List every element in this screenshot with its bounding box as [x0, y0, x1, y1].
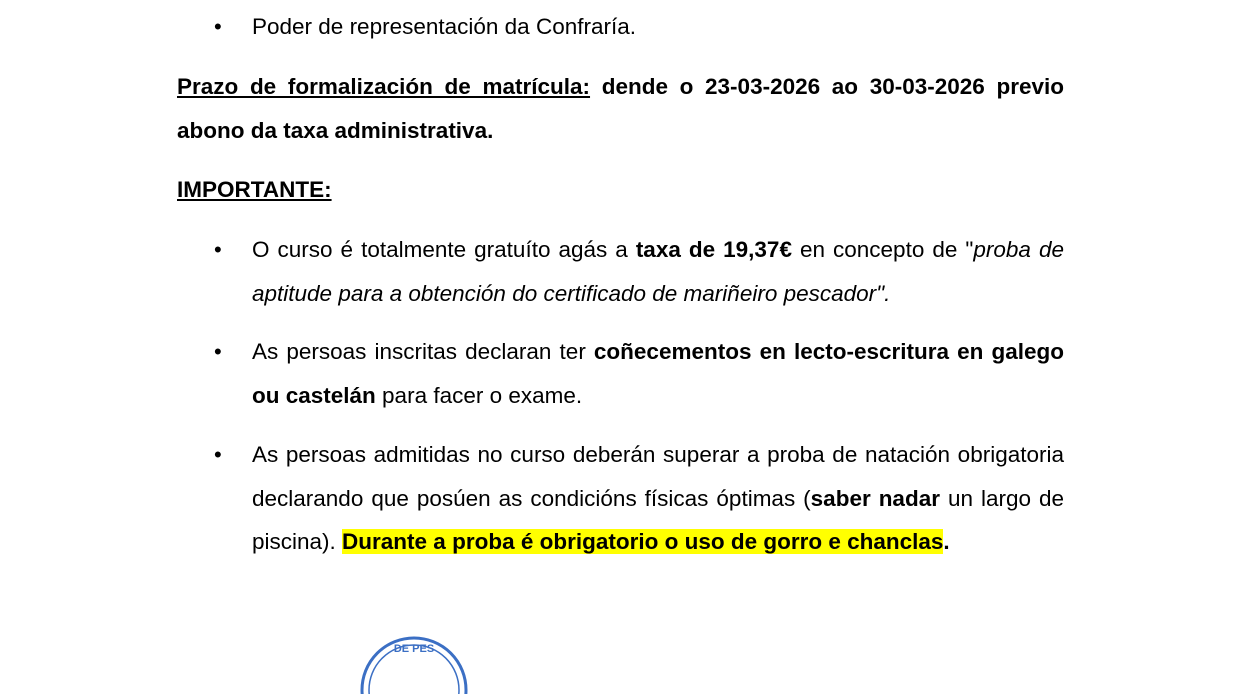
list-item-text: [252, 228, 1064, 315]
text-run: para facer o exame.: [375, 382, 583, 408]
text-run: .: [943, 529, 950, 554]
swim-requirement: saber nadar: [810, 485, 940, 511]
text-run: As persoas inscritas declaran ter: [252, 339, 594, 364]
svg-text:DE PES: DE PES: [393, 643, 435, 655]
text-run: O curso é totalmente gratuíto agás a: [252, 237, 636, 262]
fee-amount: taxa de 19,37€: [635, 237, 792, 262]
registration-deadline-text: dende o 23-03-2026 ao 30-03-2026 previo abono da taxa administrativa.: [177, 74, 1064, 143]
text-run: un largo de piscina).: [252, 485, 1064, 554]
list-item-text: [252, 330, 1064, 417]
highlighted-notice: Durante a proba é obrigatorio o uso de gorro e chanclas: [342, 529, 944, 554]
bullet-icon: •: [214, 237, 222, 262]
important-heading: [177, 168, 1064, 212]
list-item-text: [252, 433, 1064, 564]
confraria-seal-logo: [356, 634, 472, 694]
text-run: en concepto de ": [791, 237, 974, 262]
bullet-icon: •: [214, 339, 222, 364]
exam-name: proba de aptitude para a obtención do certificado de mariñeiro pescador".: [252, 237, 1064, 306]
registration-deadline-paragraph: [177, 65, 1064, 152]
bullet-icon: •: [214, 442, 222, 467]
language-requirement: coñecementos en lecto-escritura en galego ou castelán: [252, 339, 1064, 408]
bullet-icon: •: [214, 14, 222, 39]
list-item-text: Poder de representación da Confraría.: [252, 14, 636, 39]
text-run: As persoas admitidas no curso deberán superar a proba de natación obrigatoria declarando que posúen as condicións físicas óptimas (: [252, 442, 1064, 511]
important-heading-text: IMPORTANTE:: [177, 177, 332, 202]
registration-deadline-label: Prazo de formalización de matrícula:: [177, 74, 591, 99]
